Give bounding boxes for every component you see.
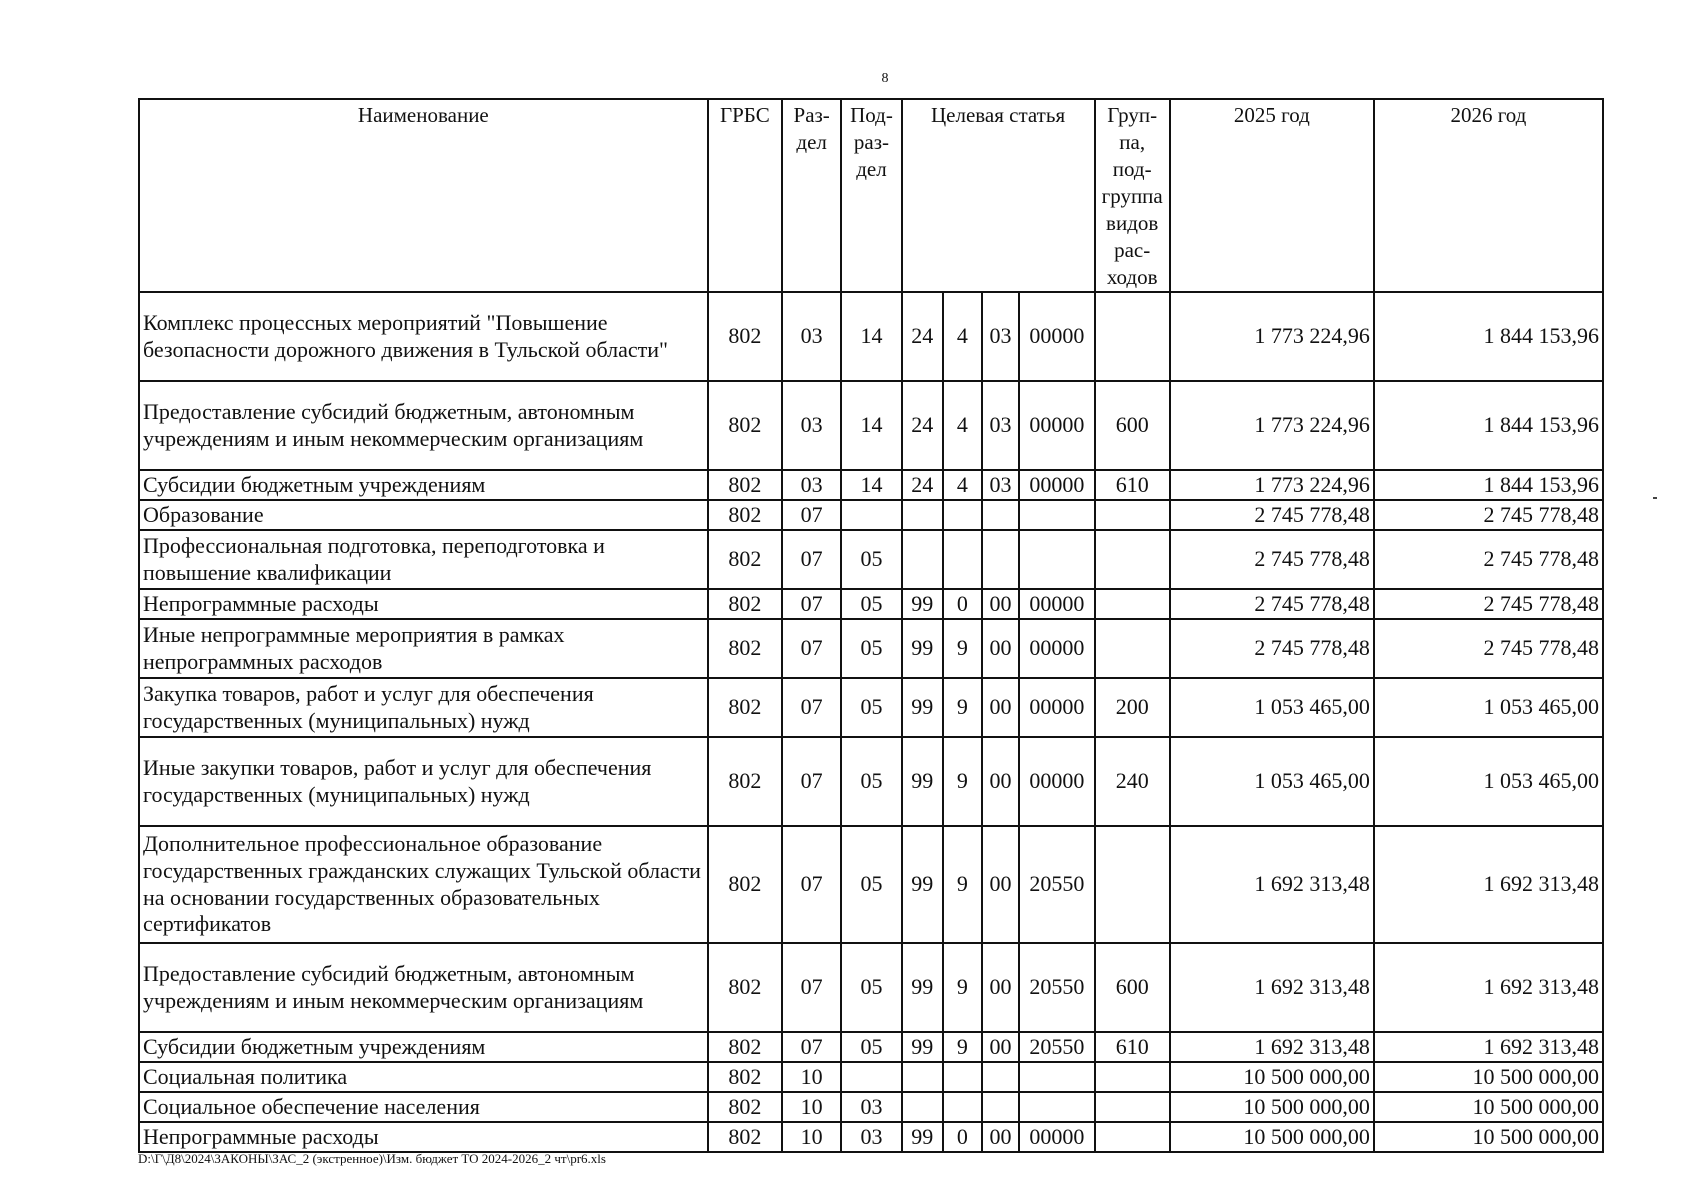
row-razdel: 03	[782, 381, 841, 470]
row-target-group: 00	[982, 943, 1019, 1032]
row-target-type	[943, 1062, 982, 1092]
row-podrazdel: 05	[841, 737, 901, 826]
table-header-row	[139, 99, 1603, 292]
row-target-program	[902, 1092, 943, 1122]
row-podrazdel: 05	[841, 1032, 901, 1062]
row-razdel: 03	[782, 470, 841, 500]
row-expense-group	[1095, 1122, 1170, 1152]
row-podrazdel	[841, 500, 901, 530]
row-grbs: 802	[708, 381, 782, 470]
row-amount-2026: 1 844 153,96	[1374, 292, 1603, 381]
row-target-type: 9	[943, 737, 982, 826]
row-grbs: 802	[708, 292, 782, 381]
row-amount-2025: 10 500 000,00	[1170, 1092, 1374, 1122]
table-row	[139, 619, 1603, 678]
row-target-type	[943, 500, 982, 530]
row-name: Субсидии бюджетным учреждениям	[139, 470, 708, 500]
row-amount-2025: 1 692 313,48	[1170, 943, 1374, 1032]
row-name: Непрограммные расходы	[139, 1122, 708, 1152]
row-target-direction: 00000	[1019, 470, 1094, 500]
row-amount-2026: 2 745 778,48	[1374, 530, 1603, 589]
row-amount-2025: 1 053 465,00	[1170, 737, 1374, 826]
header-2025: 2025 год	[1170, 99, 1374, 292]
row-expense-group	[1095, 589, 1170, 619]
header-target: Целевая статья	[902, 99, 1095, 292]
row-grbs: 802	[708, 589, 782, 619]
file-path: D:\Г\Д8\2024\ЗАКОНЫ\ЗАС_2 (экстренное)\Изм. бюджет ТО 2024-2026_2 чт\pr6.xls	[138, 1151, 606, 1166]
table-row	[139, 500, 1603, 530]
row-amount-2025: 2 745 778,48	[1170, 619, 1374, 678]
row-target-type: 9	[943, 619, 982, 678]
row-podrazdel: 05	[841, 678, 901, 737]
row-target-type: 9	[943, 678, 982, 737]
row-target-program: 99	[902, 943, 943, 1032]
row-podrazdel: 14	[841, 381, 901, 470]
row-podrazdel: 05	[841, 826, 901, 943]
row-name: Дополнительное профессиональное образование государственных гражданских служащих Тульской области на основании государственных образовательных сертификатов	[139, 826, 708, 943]
row-razdel: 07	[782, 678, 841, 737]
table-row	[139, 470, 1603, 500]
row-target-program: 99	[902, 737, 943, 826]
row-grbs: 802	[708, 678, 782, 737]
row-target-group	[982, 530, 1019, 589]
row-grbs: 802	[708, 1032, 782, 1062]
row-expense-group: 610	[1095, 470, 1170, 500]
row-amount-2026: 2 745 778,48	[1374, 500, 1603, 530]
row-target-type: 9	[943, 826, 982, 943]
row-target-type: 0	[943, 589, 982, 619]
header-podrazdel: Под- раз- дел	[841, 99, 901, 292]
row-razdel: 07	[782, 530, 841, 589]
scan-mark	[1653, 497, 1657, 499]
row-amount-2026: 1 692 313,48	[1374, 1032, 1603, 1062]
row-target-program	[902, 530, 943, 589]
row-amount-2026: 2 745 778,48	[1374, 619, 1603, 678]
row-razdel: 07	[782, 1032, 841, 1062]
row-target-direction: 00000	[1019, 1122, 1094, 1152]
row-name: Предоставление субсидий бюджетным, автономным учреждениям и иным некоммерческим организациям	[139, 943, 708, 1032]
table-row	[139, 737, 1603, 826]
row-razdel: 07	[782, 500, 841, 530]
header-razdel: Раз- дел	[782, 99, 841, 292]
row-name: Образование	[139, 500, 708, 530]
table-row	[139, 1122, 1603, 1152]
row-podrazdel: 05	[841, 530, 901, 589]
row-grbs: 802	[708, 826, 782, 943]
row-target-program: 99	[902, 619, 943, 678]
row-target-direction: 00000	[1019, 619, 1094, 678]
row-amount-2025: 1 773 224,96	[1170, 470, 1374, 500]
table-row	[139, 530, 1603, 589]
table-row	[139, 1062, 1603, 1092]
row-name: Социальное обеспечение населения	[139, 1092, 708, 1122]
row-amount-2026: 1 692 313,48	[1374, 943, 1603, 1032]
row-amount-2025: 1 692 313,48	[1170, 1032, 1374, 1062]
row-podrazdel	[841, 1062, 901, 1092]
row-amount-2025: 1 773 224,96	[1170, 292, 1374, 381]
row-name: Иные закупки товаров, работ и услуг для обеспечения государственных (муниципальных) нужд	[139, 737, 708, 826]
row-expense-group	[1095, 619, 1170, 678]
row-target-direction: 00000	[1019, 292, 1094, 381]
row-target-direction	[1019, 500, 1094, 530]
row-razdel: 07	[782, 737, 841, 826]
row-target-direction	[1019, 1092, 1094, 1122]
row-name: Профессиональная подготовка, переподготовка и повышение квалификации	[139, 530, 708, 589]
row-target-direction	[1019, 1062, 1094, 1092]
row-razdel: 10	[782, 1122, 841, 1152]
row-expense-group	[1095, 1062, 1170, 1092]
row-target-program: 99	[902, 1032, 943, 1062]
row-target-group: 03	[982, 292, 1019, 381]
row-podrazdel: 03	[841, 1092, 901, 1122]
row-target-group	[982, 500, 1019, 530]
row-name: Предоставление субсидий бюджетным, автономным учреждениям и иным некоммерческим организациям	[139, 381, 708, 470]
row-target-program: 99	[902, 678, 943, 737]
row-amount-2026: 1 844 153,96	[1374, 470, 1603, 500]
row-expense-group: 600	[1095, 381, 1170, 470]
row-target-type: 0	[943, 1122, 982, 1152]
row-razdel: 07	[782, 943, 841, 1032]
row-grbs: 802	[708, 1092, 782, 1122]
row-amount-2025: 1 053 465,00	[1170, 678, 1374, 737]
row-target-group: 00	[982, 589, 1019, 619]
row-target-group: 00	[982, 1122, 1019, 1152]
row-expense-group	[1095, 826, 1170, 943]
row-podrazdel: 03	[841, 1122, 901, 1152]
row-grbs: 802	[708, 530, 782, 589]
row-grbs: 802	[708, 470, 782, 500]
row-target-group: 03	[982, 470, 1019, 500]
row-target-type: 9	[943, 943, 982, 1032]
row-target-program: 99	[902, 589, 943, 619]
table-row	[139, 826, 1603, 943]
row-name: Комплекс процессных мероприятий "Повышение безопасности дорожного движения в Тульской области"	[139, 292, 708, 381]
row-razdel: 03	[782, 292, 841, 381]
row-amount-2026: 2 745 778,48	[1374, 589, 1603, 619]
table-row	[139, 943, 1603, 1032]
row-target-group: 00	[982, 1032, 1019, 1062]
row-target-program: 99	[902, 1122, 943, 1152]
header-2026: 2026 год	[1374, 99, 1603, 292]
row-name: Социальная политика	[139, 1062, 708, 1092]
row-target-type: 9	[943, 1032, 982, 1062]
row-target-group: 00	[982, 826, 1019, 943]
row-grbs: 802	[708, 1122, 782, 1152]
row-amount-2026: 1 053 465,00	[1374, 678, 1603, 737]
table-row	[139, 678, 1603, 737]
row-amount-2025: 1 692 313,48	[1170, 826, 1374, 943]
row-target-group: 00	[982, 619, 1019, 678]
row-target-direction: 20550	[1019, 1032, 1094, 1062]
row-target-direction: 20550	[1019, 943, 1094, 1032]
row-podrazdel: 05	[841, 943, 901, 1032]
row-name: Закупка товаров, работ и услуг для обеспечения государственных (муниципальных) нужд	[139, 678, 708, 737]
row-target-group: 00	[982, 678, 1019, 737]
row-target-program: 99	[902, 826, 943, 943]
row-expense-group: 600	[1095, 943, 1170, 1032]
header-group: Груп- па, под- группа видов рас- ходов	[1095, 99, 1170, 292]
row-podrazdel: 05	[841, 619, 901, 678]
row-amount-2025: 2 745 778,48	[1170, 500, 1374, 530]
row-grbs: 802	[708, 737, 782, 826]
row-target-type: 4	[943, 292, 982, 381]
row-amount-2026: 10 500 000,00	[1374, 1062, 1603, 1092]
row-grbs: 802	[708, 943, 782, 1032]
row-target-group	[982, 1062, 1019, 1092]
row-target-direction: 00000	[1019, 678, 1094, 737]
row-target-group	[982, 1092, 1019, 1122]
row-amount-2025: 2 745 778,48	[1170, 589, 1374, 619]
row-amount-2026: 1 053 465,00	[1374, 737, 1603, 826]
row-target-type: 4	[943, 470, 982, 500]
row-expense-group	[1095, 500, 1170, 530]
row-razdel: 10	[782, 1092, 841, 1122]
row-name: Субсидии бюджетным учреждениям	[139, 1032, 708, 1062]
row-name: Непрограммные расходы	[139, 589, 708, 619]
row-target-direction: 00000	[1019, 737, 1094, 826]
table-row	[139, 1032, 1603, 1062]
row-target-type	[943, 1092, 982, 1122]
row-expense-group: 240	[1095, 737, 1170, 826]
header-name: Наименование	[139, 99, 708, 292]
row-expense-group: 200	[1095, 678, 1170, 737]
row-amount-2025: 10 500 000,00	[1170, 1062, 1374, 1092]
row-target-type: 4	[943, 381, 982, 470]
row-target-type	[943, 530, 982, 589]
row-amount-2025: 2 745 778,48	[1170, 530, 1374, 589]
row-podrazdel: 14	[841, 470, 901, 500]
row-razdel: 07	[782, 589, 841, 619]
row-amount-2025: 10 500 000,00	[1170, 1122, 1374, 1152]
page-number: 8	[881, 71, 889, 86]
table-row	[139, 1092, 1603, 1122]
row-target-direction: 00000	[1019, 381, 1094, 470]
row-grbs: 802	[708, 619, 782, 678]
row-name: Иные непрограммные мероприятия в рамках непрограммных расходов	[139, 619, 708, 678]
row-podrazdel: 05	[841, 589, 901, 619]
row-target-group: 00	[982, 737, 1019, 826]
row-razdel: 07	[782, 619, 841, 678]
row-amount-2026: 10 500 000,00	[1374, 1092, 1603, 1122]
row-amount-2026: 1 844 153,96	[1374, 381, 1603, 470]
row-amount-2026: 10 500 000,00	[1374, 1122, 1603, 1152]
row-target-program	[902, 1062, 943, 1092]
row-target-direction: 00000	[1019, 589, 1094, 619]
row-target-program: 24	[902, 292, 943, 381]
row-amount-2026: 1 692 313,48	[1374, 826, 1603, 943]
row-target-direction: 20550	[1019, 826, 1094, 943]
row-podrazdel: 14	[841, 292, 901, 381]
row-target-group: 03	[982, 381, 1019, 470]
header-grbs: ГРБС	[708, 99, 782, 292]
row-expense-group: 610	[1095, 1032, 1170, 1062]
row-expense-group	[1095, 292, 1170, 381]
row-expense-group	[1095, 1092, 1170, 1122]
row-grbs: 802	[708, 1062, 782, 1092]
row-target-program	[902, 500, 943, 530]
budget-table	[138, 98, 1604, 1153]
row-target-program: 24	[902, 381, 943, 470]
row-target-program: 24	[902, 470, 943, 500]
table-row	[139, 381, 1603, 470]
row-grbs: 802	[708, 500, 782, 530]
row-razdel: 07	[782, 826, 841, 943]
table-row	[139, 292, 1603, 381]
table-row	[139, 589, 1603, 619]
row-target-direction	[1019, 530, 1094, 589]
row-expense-group	[1095, 530, 1170, 589]
row-razdel: 10	[782, 1062, 841, 1092]
row-amount-2025: 1 773 224,96	[1170, 381, 1374, 470]
